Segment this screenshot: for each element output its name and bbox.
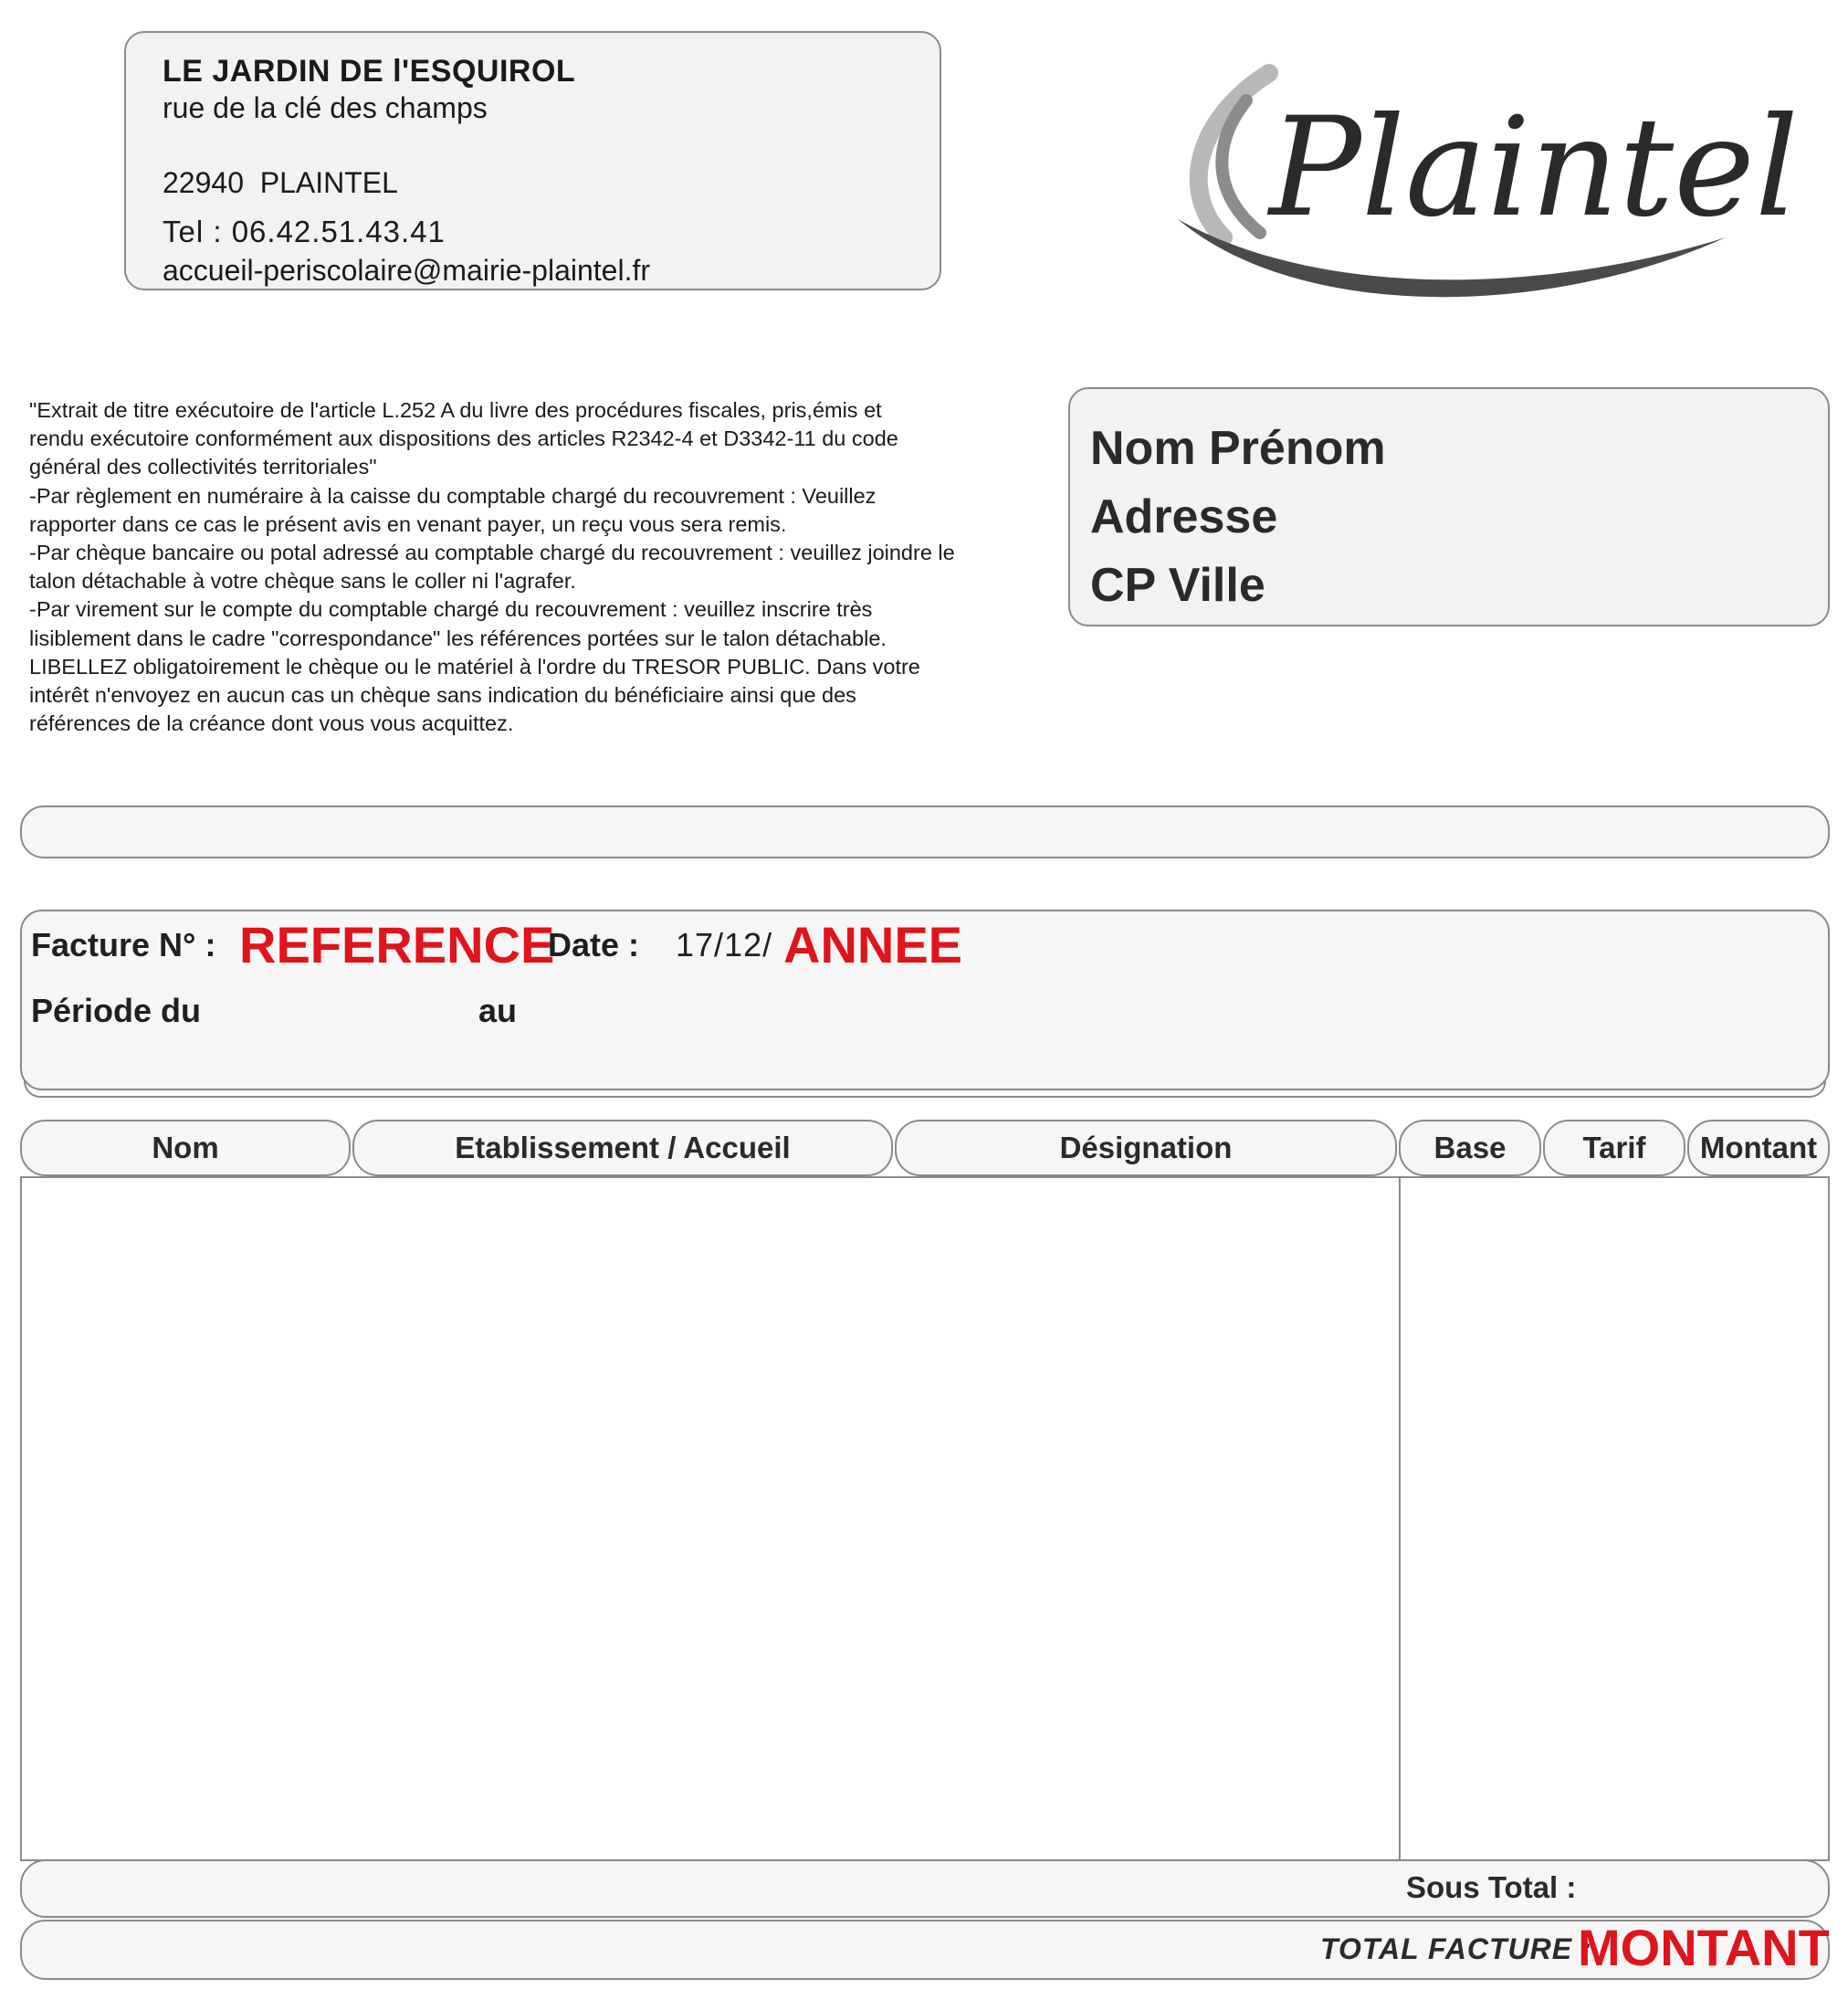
plaintel-logo: [1160, 37, 1799, 329]
sender-email: accueil-periscolaire@mairie-plaintel.fr: [163, 254, 650, 287]
invoice-lines-area: [20, 1176, 1830, 1861]
logo-text: Plaintel: [1269, 89, 1799, 247]
sender-city: 22940 PLAINTEL: [163, 166, 398, 199]
invoice-number-label: Facture N° :: [31, 926, 216, 963]
recipient-city: CP Ville: [1090, 559, 1265, 612]
plaintel-logo-graphic: [1160, 37, 1799, 329]
invoice-number-value: REFERENCE: [239, 916, 555, 974]
column-header-designation: Désignation: [895, 1120, 1397, 1176]
sender-street: rue de la clé des champs: [163, 91, 488, 124]
recipient-address: Adresse: [1090, 490, 1278, 543]
sender-tel: Tel : 06.42.51.43.41: [163, 215, 446, 248]
date-prefix: 17/12/: [676, 926, 773, 963]
column-header-nom: Nom: [20, 1120, 351, 1176]
invoice-lines-divider: [1399, 1176, 1401, 1861]
sender-name: LE JARDIN DE l'ESQUIROL: [163, 54, 576, 89]
period-from-label: Période du: [31, 992, 202, 1029]
recipient-name: Nom Prénom: [1090, 422, 1386, 475]
column-header-etablissement: Etablissement / Accueil: [352, 1120, 893, 1176]
period-to-label: au: [478, 992, 518, 1029]
sender-address-box: [124, 31, 941, 290]
legal-notice: "Extrait de titre exécutoire de l'article L.252 A du livre des procédures fiscales, pris,émis et rendu exécutoire conformément aux dispositions des articles R2342-4 et D3342-11 du code général des collectivités territoriales" -Par règlement en numéraire à la caisse du comptable chargé du recouvrement : Veuillez rapporter dans ce cas le présent avis en venant payer, un reçu vous sera remis. -Par chèque bancaire ou potal adressé au comptable chargé du recouvrement : veuillez joindre le talon détachable à votre chèque sans le coller ni l'agrafer. -Par virement sur le compte du comptable chargé du recouvrement : veuillez inscrire très lisiblement dans le cadre "correspondance" les références portées sur le talon détachable. LIBELLEZ obligatoirement le chèque ou le matériel à l'ordre du TRESOR PUBLIC. Dans votre intérêt n'envoyez en aucun cas un chèque sans indication du bénéficiaire ainsi que des références de la créance dont vous vous acquittez.: [29, 398, 955, 736]
date-year: ANNEE: [783, 916, 963, 974]
total-value: MONTANT: [1578, 1919, 1830, 1976]
column-header-montant: Montant: [1687, 1120, 1830, 1176]
column-header-base: Base: [1399, 1120, 1541, 1176]
empty-reference-bar: [20, 805, 1830, 858]
column-header-tarif: Tarif: [1543, 1120, 1685, 1176]
date-label: Date :: [548, 926, 640, 963]
total-label: TOTAL FACTURE :: [1320, 1932, 1592, 1965]
subtotal-label: Sous Total :: [1406, 1870, 1577, 1904]
recipient-address-box: [1068, 387, 1830, 626]
